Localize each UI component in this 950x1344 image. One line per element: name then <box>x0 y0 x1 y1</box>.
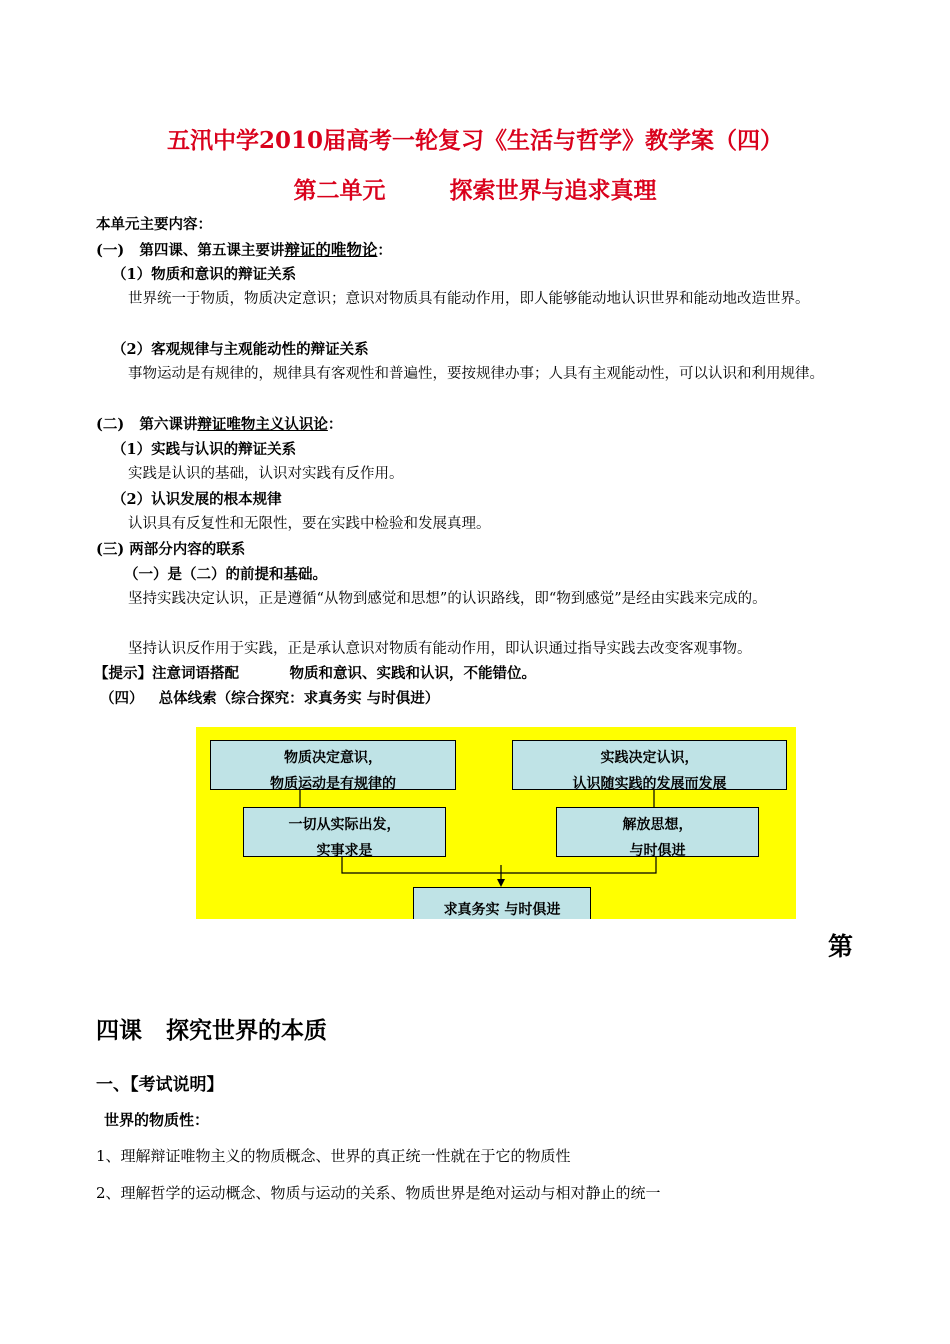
lesson-title: 四课 探究世界的本质 <box>96 1017 328 1044</box>
section-2-sub-1: （1）实践与认识的辩证关系 <box>112 441 297 458</box>
section-1-text-1: 世界统一于物质，物质决定意识；意识对物质具有能动作用，即人能够能动地认识世界和能动地改造世界。 <box>128 291 810 307</box>
section-2-heading: (二) 第六课讲辩证唯物主义认识论： <box>96 416 343 433</box>
document-title: 五汛中学2010届高考一轮复习《生活与哲学》教学案（四） <box>166 127 783 154</box>
section-4-heading: （四） 总体线索（综合探究：求真务实 与时俱进） <box>100 690 440 707</box>
box-seek-truth-from-facts: 一切从实际出发， 实事求是 <box>243 807 446 857</box>
exam-heading: 一、【考试说明】 <box>96 1075 224 1095</box>
emphasis-dialectical-materialism: 辩证的唯物论 <box>284 240 378 259</box>
flow-diagram <box>196 727 796 919</box>
section-1-text-2: 事物运动是有规律的，规律具有客观性和普遍性，要按规律办事；人具有主观能动性，可以认识和利用规律。 <box>128 366 824 382</box>
hint-line: 【提示】注意词语搭配 物质和意识、实践和认识，不能错位。 <box>94 665 536 682</box>
lesson-heading-start: 第 <box>828 932 854 961</box>
section-3-text-2: 坚持认识反作用于实践，正是承认意识对物质有能动作用，即认识通过指导实践去改变客观事物。 <box>128 641 752 657</box>
section-1-sub-2: （2）客观规律与主观能动性的辩证关系 <box>112 341 369 358</box>
unit-title: 第二单元 探索世界与追求真理 <box>293 177 657 204</box>
box-pragmatic-keep-pace: 求真务实 与时俱进 <box>413 887 591 919</box>
box-emancipate-mind: 解放思想， 与时俱进 <box>556 807 759 857</box>
exam-item-2: 2、理解哲学的运动概念、物质与运动的关系、物质世界是绝对运动与相对静止的统一 <box>96 1184 661 1202</box>
section-2-text-2: 认识具有反复性和无限性，要在实践中检验和发展真理。 <box>128 516 491 532</box>
section-3-sub-1: （一）是（二）的前提和基础。 <box>124 566 327 583</box>
box-matter-decides-consciousness: 物质决定意识， 物质运动是有规律的 <box>210 740 456 790</box>
section-2-text-1: 实践是认识的基础，认识对实践有反作用。 <box>128 466 404 482</box>
intro-label: 本单元主要内容： <box>96 216 212 233</box>
box-practice-decides-cognition: 实践决定认识， 认识随实践的发展而发展 <box>512 740 787 790</box>
section-1-sub-1: （1）物质和意识的辩证关系 <box>112 266 297 283</box>
exam-item-1: 1、理解辩证唯物主义的物质概念、世界的真正统一性就在于它的物质性 <box>96 1147 571 1165</box>
emphasis-epistemology: 辩证唯物主义认识论 <box>197 416 328 433</box>
section-1-heading: (一) 第四课、第五课主要讲辩证的唯物论： <box>96 240 392 259</box>
section-3-text-1: 坚持实践决定认识，正是遵循“从物到感觉和思想”的认识路线，即“物到感觉”是经由实践来完成的。 <box>128 591 767 607</box>
section-3-heading: (三) 两部分内容的联系 <box>96 541 246 558</box>
exam-subheading: 世界的物质性： <box>104 1111 210 1129</box>
section-2-sub-2: （2）认识发展的根本规律 <box>112 491 282 508</box>
